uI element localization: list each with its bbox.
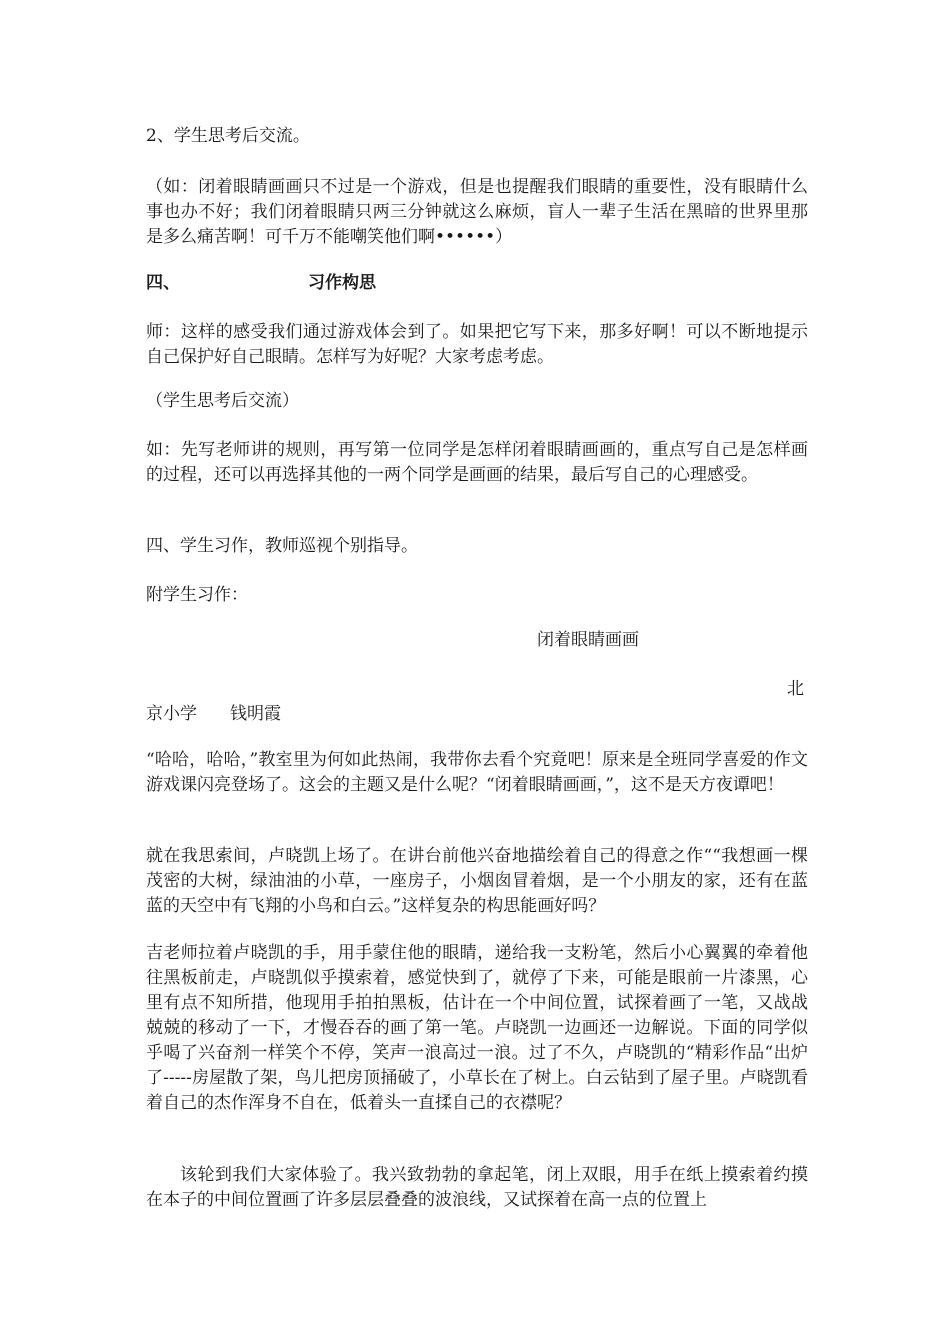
plan-paragraph: 如：先写老师讲的规则，再写第一位同学是怎样闭着眼睛画画的，重点写自己是怎样画的过程，还可以再选择其他的一两个同学是画画的结果，最后写自己的心理感受。 [146,440,808,485]
teacher-paragraph: 师：这样的感受我们通过游戏体会到了。如果把它写下来，那多好啊！可以不断地提示自己保护好自己眼睛。怎样写为好呢？大家考虑考虑。 [146,322,808,367]
section-title: 习作构思 [308,273,376,293]
essay-paragraph-1: “哈哈，哈哈，”教室里为何如此热闹，我带你去看个究竟吧！原来是全班同学喜爱的作文游戏课闪亮登场了。这会的主题又是什么呢？“闭着眼睛画画，”，这不是天方夜谭吧！ [146,750,808,795]
byline-school: 京小学 [146,704,197,724]
discussion-note: （学生思考后交流） [146,391,299,411]
essay-paragraph-3: 吉老师拉着卢晓凯的手，用手蒙住他的眼睛，递给我一支粉笔，然后小心翼翼的牵着他往黑板前走，卢晓凯似乎摸索着，感觉快到了，就停了下来，可能是眼前一片漆黑，心里有点不知所措，他现用手拍拍黑板，估计在一个中间位置，试探着画了一笔，又战战兢兢的移动了一下，才慢吞吞的画了第一笔。卢晓凯一边画还一边解说。下面的同学似乎喝了兴奋剂一样笑个不停，笑声一浪高过一浪。过了不久，卢晓凯的“精彩作品“出炉了-----房屋散了架，鸟儿把房顶捅破了，小草长在了树上。白云钻到了屋子里。卢晓凯看着自己的杰作浑身不自在，低着头一直揉自己的衣襟呢？ [146,943,808,1113]
section-heading [146,271,376,296]
step-writing-line: 四、学生习作，教师巡视个别指导。 [146,536,418,556]
essay-paragraph-2: 就在我思索间，卢晓凯上场了。在讲台前他兴奋地描绘着自己的得意之作““我想画一棵茂密的大树，绿油油的小草，一座房子，小烟囱冒着烟，是一个小朋友的家，还有在蓝蓝的天空中有飞翔的小鸟和白云。”这样复杂的构思能画好吗？ [146,846,808,916]
section-number: 四、 [146,273,180,293]
step-2-line: 2、学生思考后交流。 [146,126,310,146]
byline-school-part: 北 [787,679,804,699]
appendix-label: 附学生习作： [146,585,248,605]
example-paragraph: （如：闭着眼睛画画只不过是一个游戏，但是也提醒我们眼睛的重要性，没有眼睛什么事也办不好；我们闭着眼睛只两三分钟就这么麻烦，盲人一辈子生活在黑暗的世界里那是多么痛苦啊！可千万不能嘲笑他们啊••••••） [146,177,808,247]
byline-author: 钱明霞 [230,704,281,724]
essay-title: 闭着眼睛画画 [537,630,639,650]
essay-paragraph-4: 该轮到我们大家体验了。我兴致勃勃的拿起笔，闭上双眼，用手在纸上摸索着约摸在本子的中间位置画了许多层层叠叠的波浪线，又试探着在高一点的位置上 [146,1165,808,1210]
byline [146,702,281,727]
